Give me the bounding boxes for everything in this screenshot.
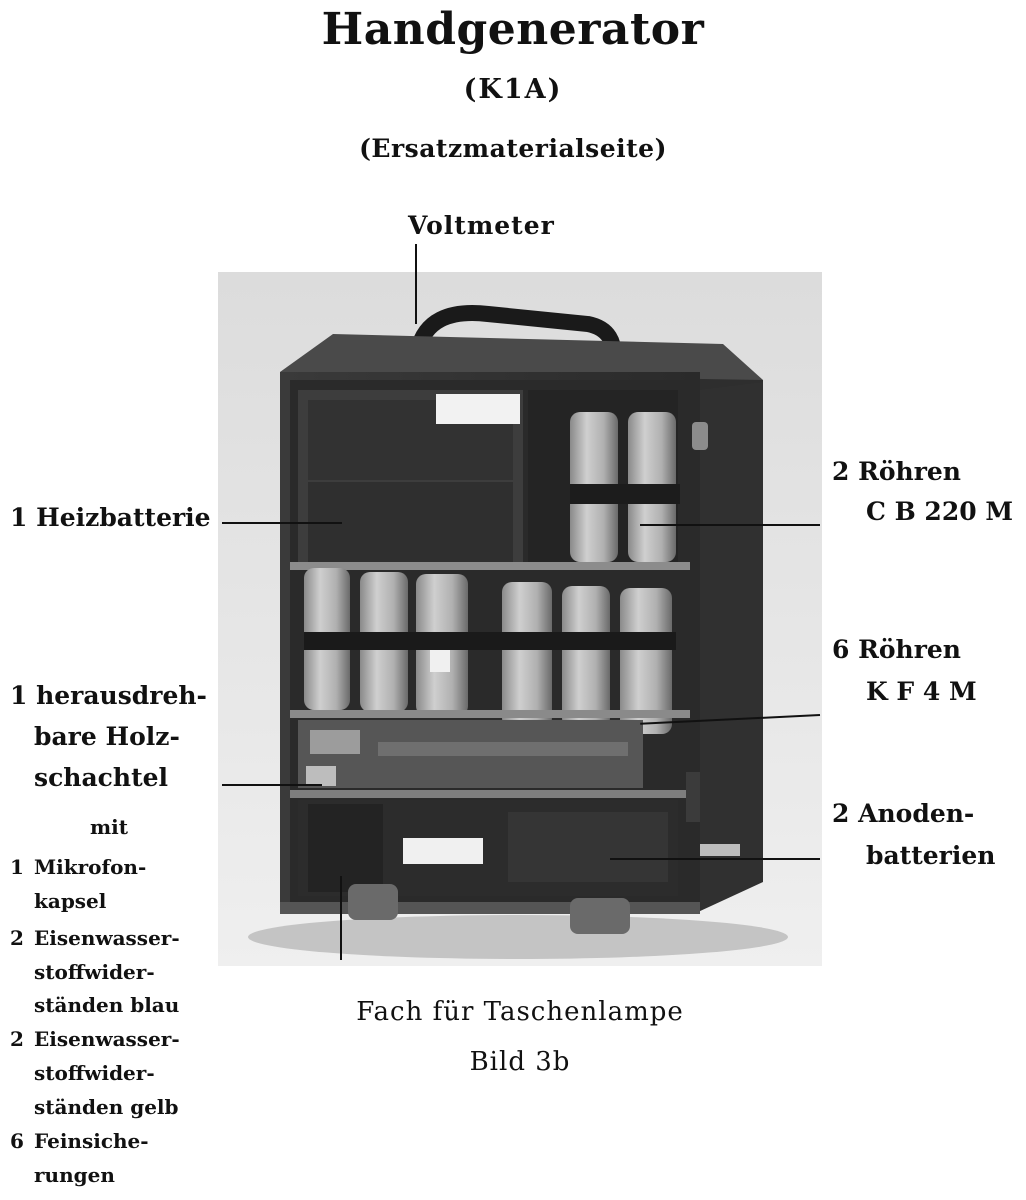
leader-voltmeter (415, 244, 417, 324)
page-title: Handgenerator (321, 4, 705, 55)
label-heizbatterie: 1 Heizbatterie (10, 503, 211, 532)
leader-heizbatterie (222, 522, 342, 524)
device-photo (218, 272, 822, 966)
label-voltmeter: Voltmeter (408, 211, 555, 240)
leader-roehren-cb220m (640, 524, 820, 526)
figure-number: Bild 3b (469, 1047, 571, 1077)
caption-taschenlampe: Fach für Taschenlampe (356, 997, 684, 1027)
leader-holzschachtel (222, 784, 322, 786)
leader-anodenbatterien (610, 858, 820, 860)
page-side-label: (Ersatzmaterialseite) (359, 134, 667, 163)
page-subtitle: (K1A) (463, 74, 563, 105)
leader-taschenlampe (340, 876, 342, 960)
